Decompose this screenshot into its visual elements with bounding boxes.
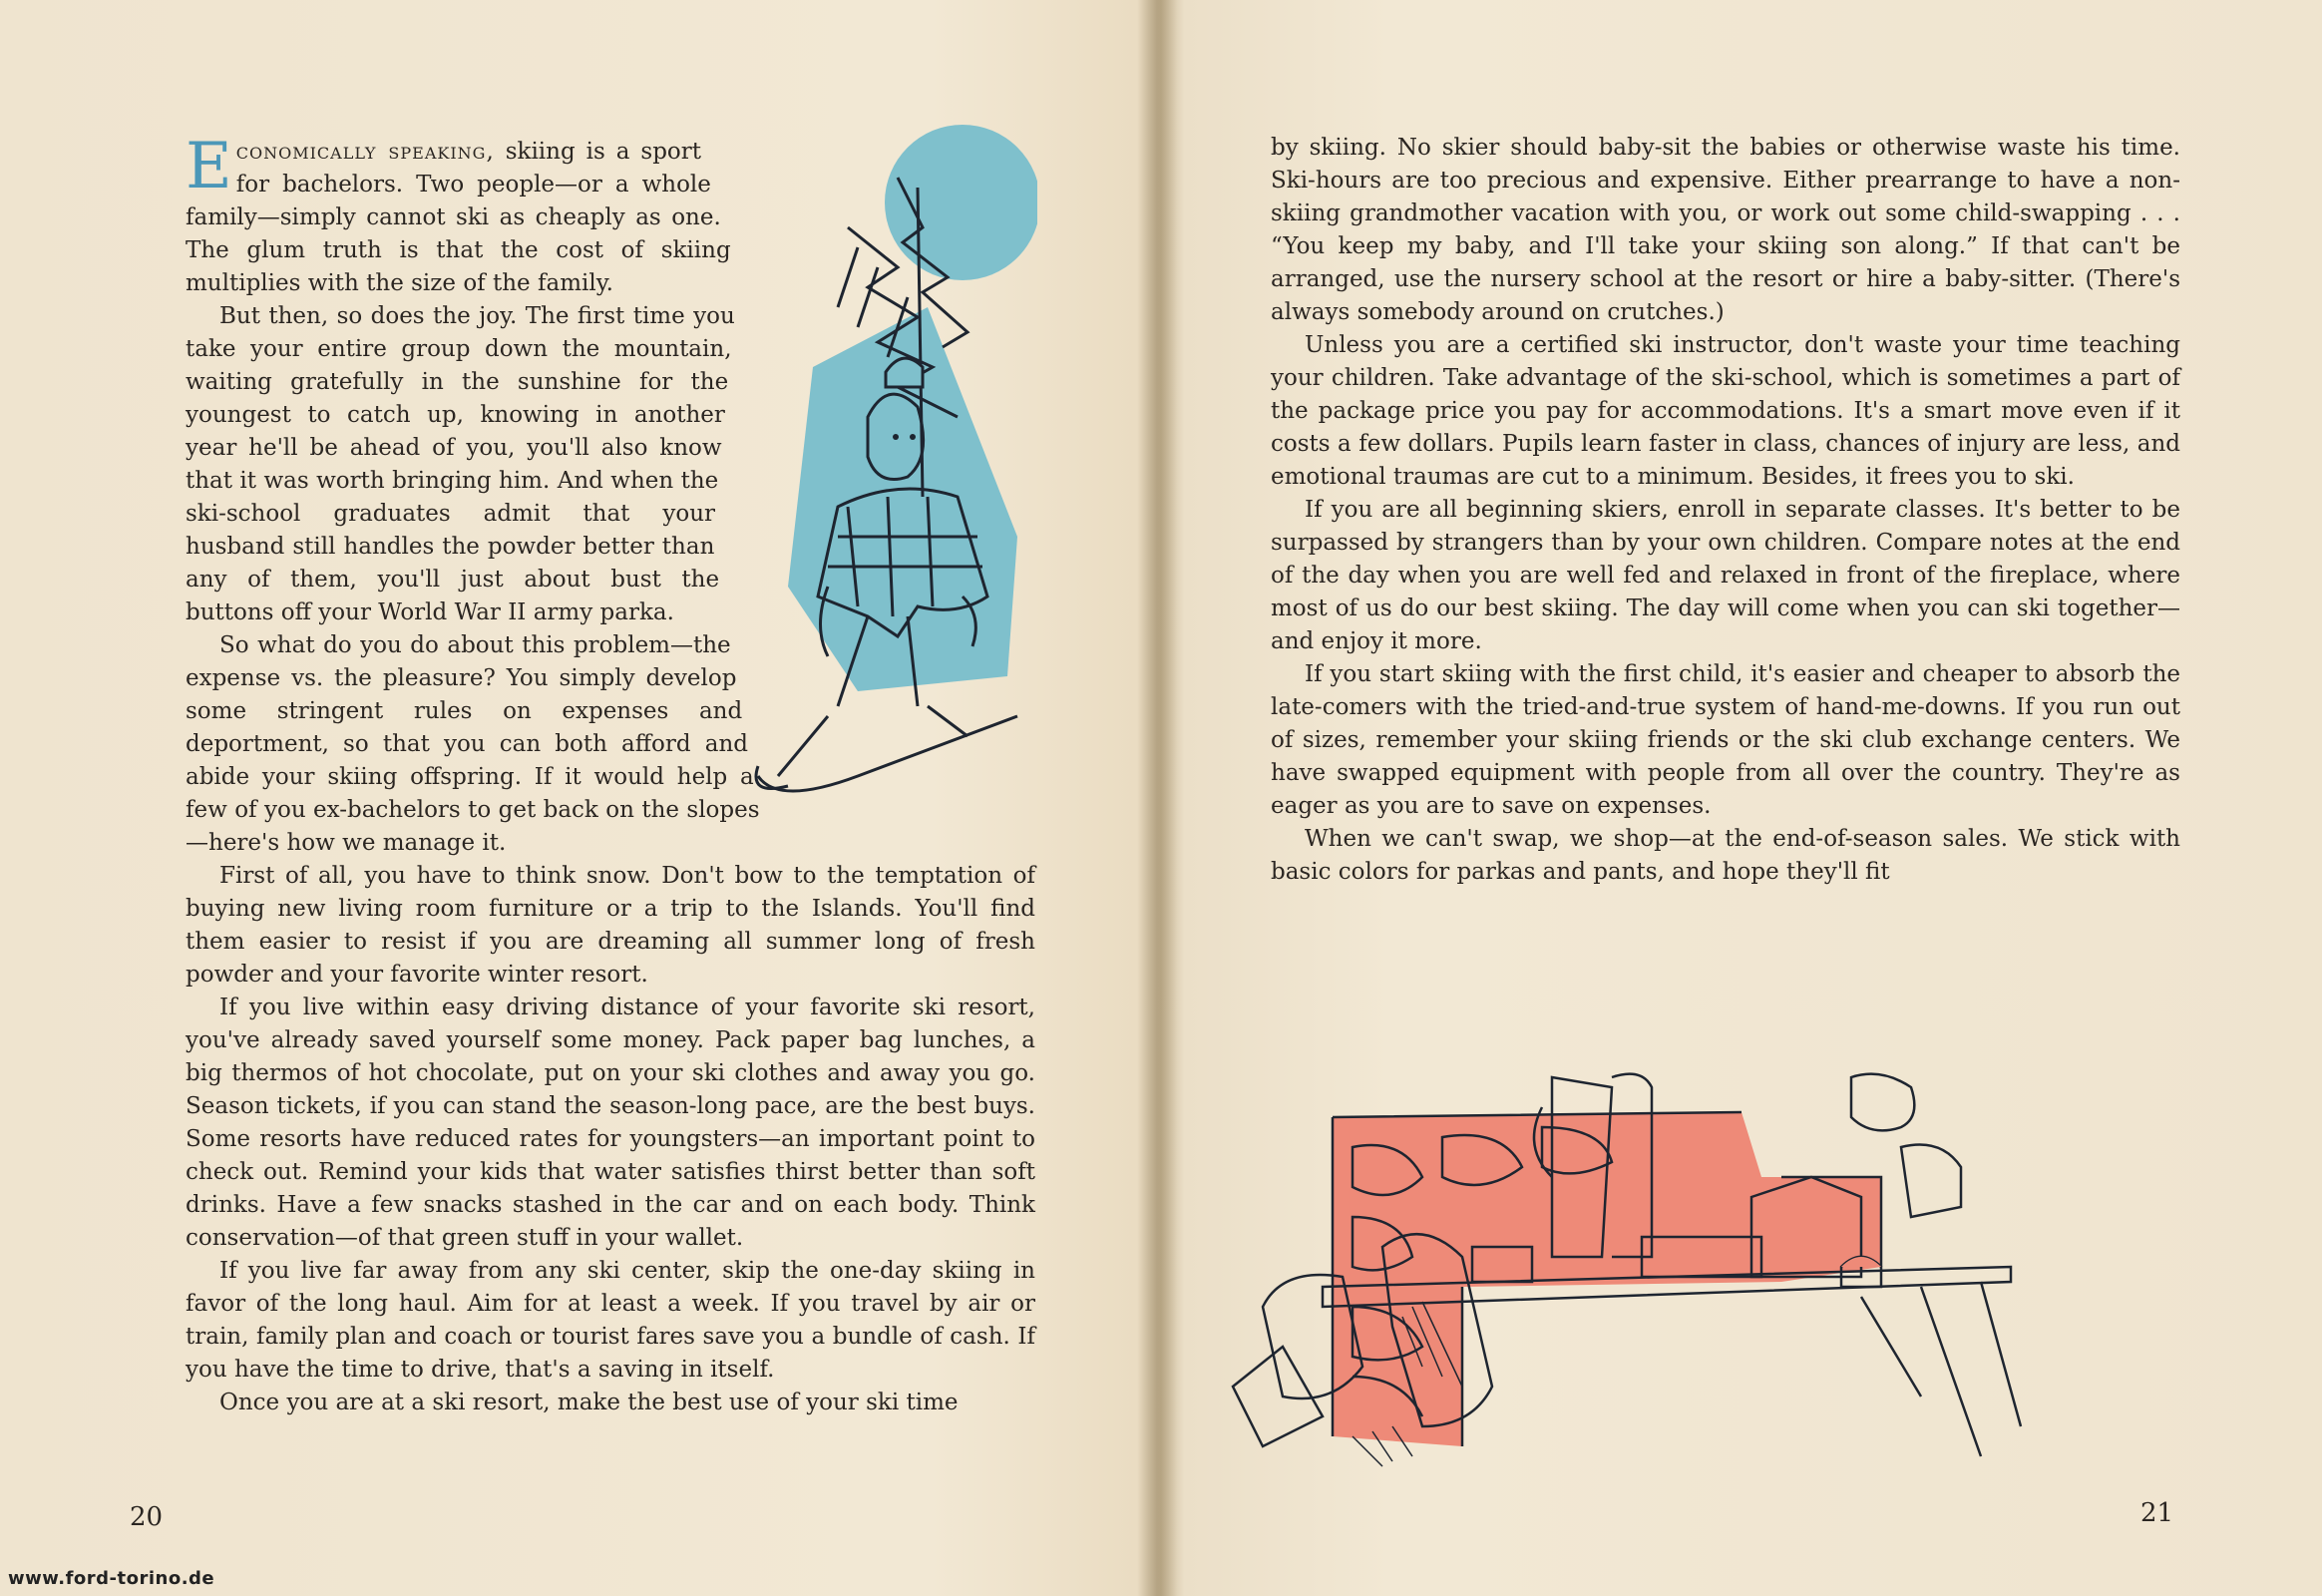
right-paragraph-3: If you are all beginning skiers, enroll in separate classes. It's better to be surpassed by strangers than by your own children. Compare notes at the end of the day when you are well fed and relaxed in front of the fireplace, where most of us do our best skiing. The day will come when you can ski together—and enjoy it more. — [1271, 497, 2180, 654]
website-watermark: www.ford-torino.de — [8, 1568, 215, 1589]
right-page — [1157, 0, 2322, 1596]
illustration-wrap-space — [701, 136, 1035, 804]
lead-paragraph: skiing is a sport for bachelors. Two people—or a whole family—simply cannot ski as cheaply as one. The glum truth is that the cost of skiing multiplies with the size of the family. — [186, 139, 731, 296]
lead-smallcaps: conomically speaking, — [235, 139, 495, 165]
right-paragraph-5: When we can't swap, we shop—at the end-of-season sales. We stick with basic colors for parkas and pants, and hope they'll fit — [1271, 826, 2180, 885]
left-paragraph-5: If you live within easy driving distance of your favorite ski resort, you've already saved yourself some money. Pack paper bag lunches, a big thermos of hot chocolate, put on your ski clothes and away you go. Season tickets, if you can stand the season-long pace, are the best buys. Some resorts have reduced rates for youngsters—an important point to check out. Remind your kids that water satisfies thirst better than soft drinks. Have a few snacks stashed in the car and on each body. Think conservation—of that green stuff in your wallet. — [186, 995, 1035, 1251]
left-page — [0, 0, 1157, 1596]
left-paragraph-4: First of all, you have to think snow. Don't bow to the temptation of buying new living room furniture or a trip to the Islands. You'll find them easier to resist if you are dreaming all summer long of fresh powder and your favorite winter resort. — [186, 863, 1035, 988]
left-paragraph-3: So what do you do about this problem—the expense vs. the pleasure? You simply develop some stringent rules on expenses and deportment, so that you can both afford and abide your skiing offspring. If it would help a few of you ex-bachelors to get back on the slopes—here's how we manage it. — [186, 632, 760, 856]
right-page-number: 21 — [2140, 1498, 2174, 1528]
left-paragraph-2: But then, so does the joy. The first time you take your entire group down the mountain, waiting gratefully in the sunshine for the youngest to catch up, knowing in another year he'll be ahead of you, you'll also know that it was worth bringing him. And when the ski-school graduates admit that your husband still handles the powder better than any of them, you'll just about bust the buttons off your World War II army parka. — [186, 303, 735, 625]
left-page-number: 20 — [130, 1502, 164, 1532]
left-body-text — [186, 130, 1035, 1419]
drop-cap: E — [186, 130, 232, 203]
left-paragraph-6: If you live far away from any ski center, skip the one-day skiing in favor of the long haul. Aim for at least a week. If you travel by air or train, family plan and coach or tourist fares save you a bundle of cash. If you have the time to drive, that's a saving in itself. — [186, 1258, 1035, 1383]
right-paragraph-2: Unless you are a certified ski instructor, don't waste your time teaching your children. Take advantage of the ski-school, which is sometimes a part of the package price you pay for accommodations. It's a smart move even if it costs a few dollars. Pupils learn faster in class, chances of injury are less, and emotional traumas are cut to a minimum. Besides, it frees you to ski. — [1271, 332, 2180, 490]
left-paragraph-7: Once you are at a ski resort, make the best use of your ski time — [219, 1390, 959, 1415]
right-paragraph-1: by skiing. No skier should baby-sit the babies or otherwise waste his time. Ski-hours are too precious and expensive. Either prearrange to have a non-skiing grandmother vacation with you, or work out some child-swapping . . . “You keep my baby, and I'll take your skiing son along.” If that can't be arranged, use the nursery school at the resort or hire a baby-sitter. (There's always somebody around on crutches.) — [1271, 135, 2180, 325]
right-body-text — [1271, 132, 2180, 889]
right-paragraph-4: If you start skiing with the first child, it's easier and cheaper to absorb the late-comers with the tried-and-true system of hand-me-downs. If you run out of sizes, remember your skiing friends or the ski club exchange centers. We have swapped equipment with people from all over the country. They're as eager as you are to save on expenses. — [1271, 661, 2180, 819]
fireplace-illustration — [1223, 1067, 2280, 1486]
